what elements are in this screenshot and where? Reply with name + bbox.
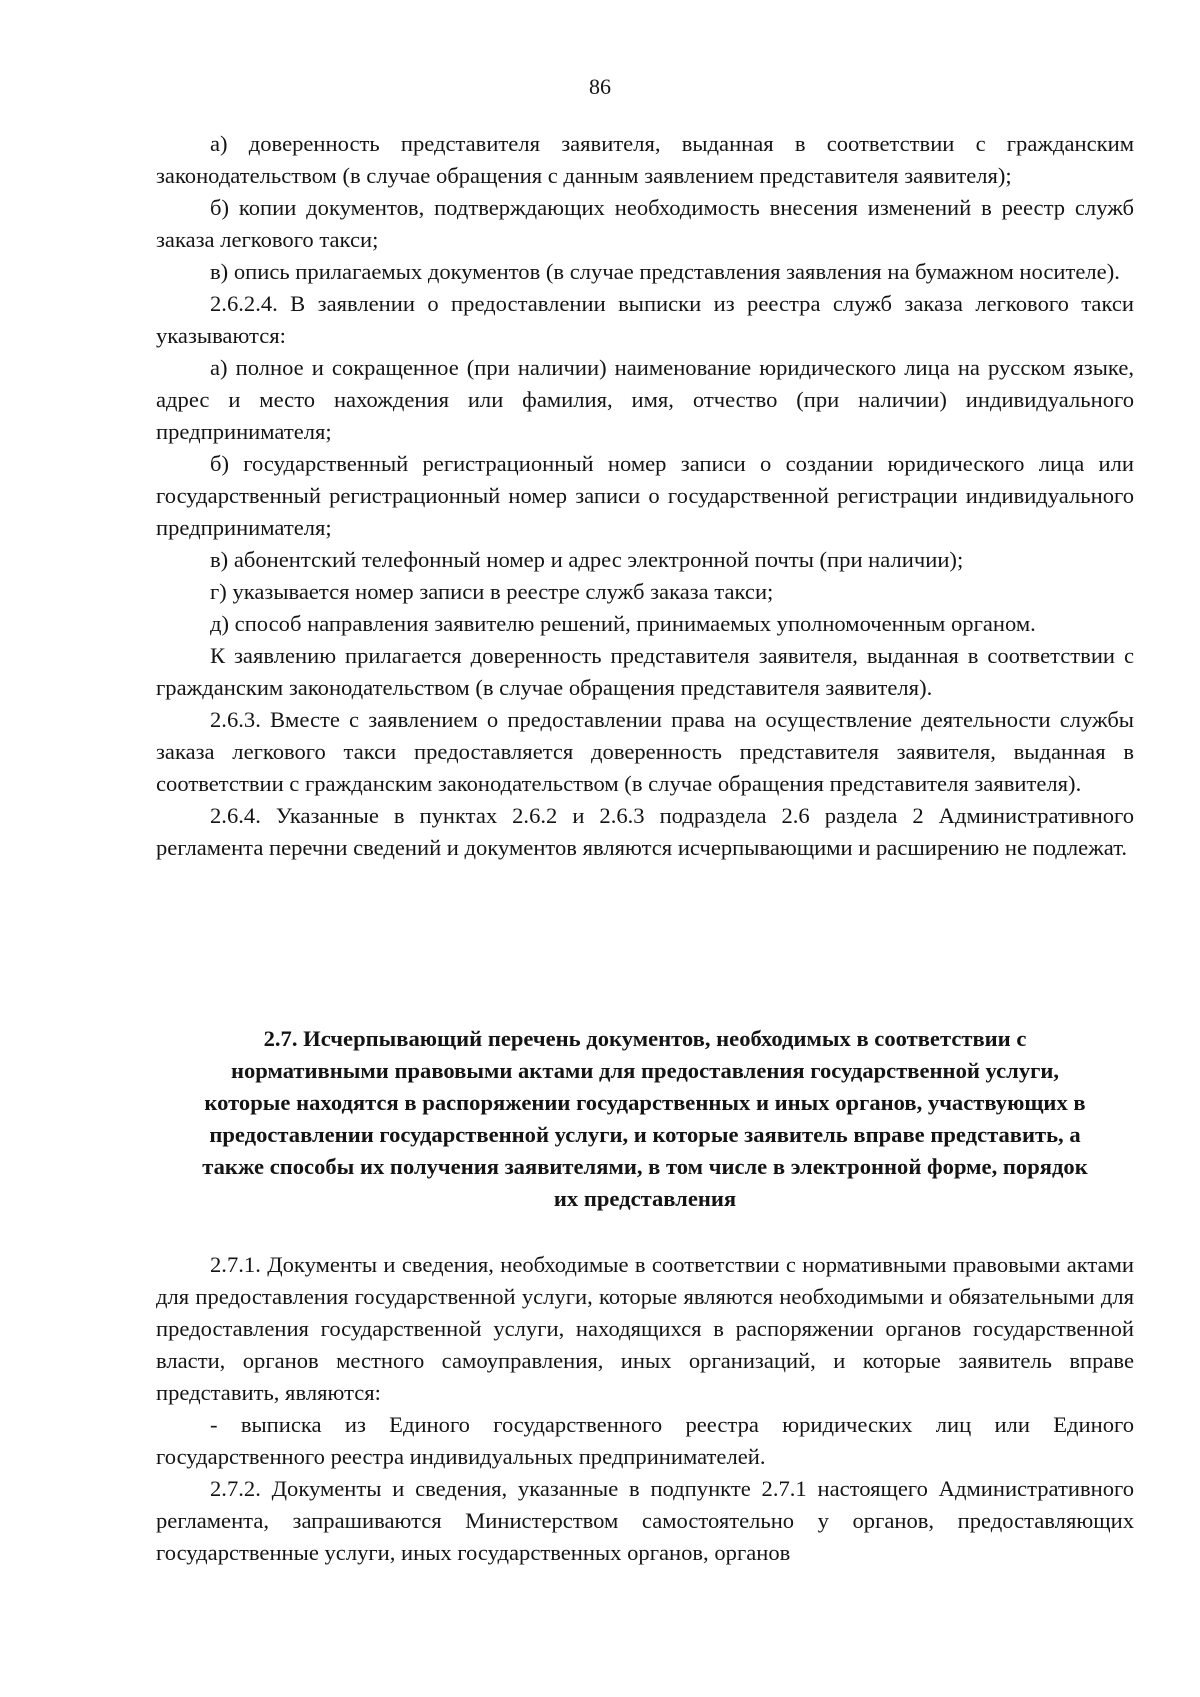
paragraph-2-7-2: 2.7.2. Документы и сведения, указанные в подпункте 2.7.1 настоящего Административного регламента, запрашиваются Министерством самостоятельно у органов, предоставляющих государственные услуги, иных государственных органов, органов [156, 1476, 1134, 1565]
paragraph-2-6-3: 2.6.3. Вместе с заявлением о предоставлении права на осуществление деятельности службы заказа легкового такси предоставляется доверенность представителя заявителя, выданная в соответствии с гражданским законодательством (в случае обращения представителя заявителя). [156, 707, 1134, 796]
paragraph-2-6-2-4-e: д) способ направления заявителю решений, принимаемых уполномоченным органом. [210, 611, 1036, 636]
paragraph-2-6-2-4: 2.6.2.4. В заявлении о предоставлении выписки из реестра служб заказа легкового такси указываются: [156, 291, 1134, 348]
page-number: 86 [589, 74, 611, 99]
paragraph-1a-power-of-attorney: а) доверенность представителя заявителя, выданная в соответствии с гражданским законодательством (в случае обращения с данным заявлением представителя заявителя); [156, 131, 1134, 188]
heading-line: которые находятся в распоряжении государственных и иных органов, участвующих в [204, 1090, 1086, 1115]
text-block-top [156, 128, 1134, 864]
heading-line: их представления [553, 1186, 737, 1211]
text-block-bottom [156, 1249, 1134, 1569]
paragraph-1b-document-copies: б) копии документов, подтверждающих необходимость внесения изменений в реестр служб заказа легкового такси; [156, 195, 1134, 252]
paragraph-2-6-2-4-a: а) полное и сокращенное (при наличии) наименование юридического лица на русском языке, адрес и место нахождения или фамилия, имя, отчество (при наличии) индивидуального предпринимателя; [156, 355, 1134, 444]
paragraph-2-7-1: 2.7.1. Документы и сведения, необходимые в соответствии с нормативными правовыми актами для предоставления государственной услуги, которые являются необходимыми и обязательными для предоставления государственной услуги, находящихся в распоряжении органов государственной власти, органов местного самоуправления, иных организаций, и которые заявитель вправе представить, являются: [156, 1252, 1134, 1405]
paragraph-attachment-note: К заявлению прилагается доверенность представителя заявителя, выданная в соответствии с гражданским законодательством (в случае обращения представителя заявителя). [156, 643, 1134, 700]
heading-line: предоставлении государственной услуги, и которые заявитель вправе представить, а [209, 1122, 1081, 1147]
paragraph-2-6-2-4-c: в) абонентский телефонный номер и адрес электронной почты (при наличии); [210, 547, 964, 572]
heading-line: 2.7. Исчерпывающий перечень документов, необходимых в соответствии с [263, 1026, 1027, 1051]
section-heading-2-7 [156, 1023, 1134, 1215]
paragraph-1c-document-inventory: в) опись прилагаемых документов (в случае представления заявления на бумажном носителе). [210, 259, 1120, 284]
heading-line: также способы их получения заявителями, в том числе в электронной форме, порядок [202, 1154, 1088, 1179]
paragraph-2-6-4: 2.6.4. Указанные в пунктах 2.6.2 и 2.6.3 подраздела 2.6 раздела 2 Административного регламента перечни сведений и документов являются исчерпывающими и расширению не подлежат. [156, 803, 1134, 860]
paragraph-2-6-2-4-d: г) указывается номер записи в реестре служб заказа такси; [210, 579, 774, 604]
heading-line: нормативными правовыми актами для предоставления государственной услуги, [230, 1058, 1060, 1083]
paragraph-2-6-2-4-b: б) государственный регистрационный номер записи о создании юридического лица или государственный регистрационный номер записи о государственной регистрации индивидуального предпринимателя; [156, 451, 1134, 540]
paragraph-egrul-extract: - выписка из Единого государственного реестра юридических лиц или Единого государственного реестра индивидуальных предпринимателей. [156, 1412, 1134, 1469]
